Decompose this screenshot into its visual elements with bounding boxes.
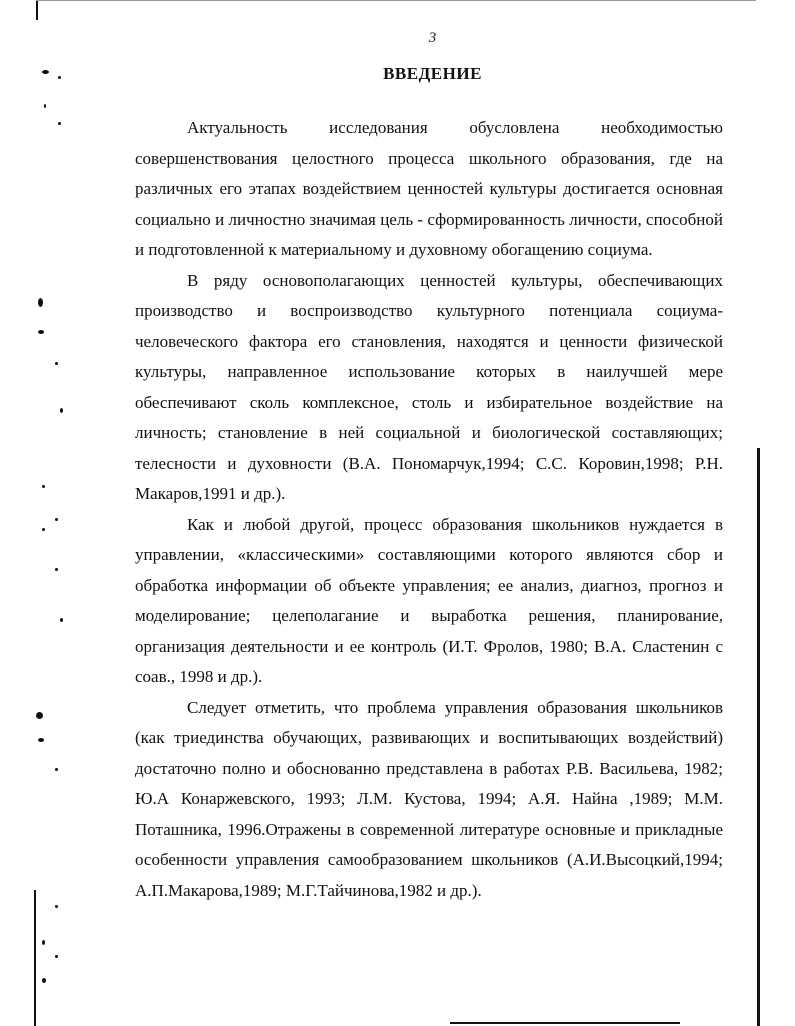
scan-speck [55,905,58,908]
paragraph-management: Как и любой другой, процесс образования школьников нуждается в управлении, «классическими» составляющими которого являются сбор и обработка информации об объекте управления; ее анализ, диагноз, прогноз и моделирование; целеполагание и выработка решения, планирование, организация деятельности и ее контроль (И.Т. Фролов, 1980; В.А. Сластенин с соав., 1998 и др.). [135,514,723,686]
scan-speck [42,485,45,488]
paragraph-literature: Следует отметить, что проблема управления образования школьников (как триединства обучающих, развивающих и воспитывающих воздействий) достаточно полно и обоснованно представлена в работах Р.В. Васильева, 1982; Ю.А Конаржевского, 1993; Л.М. Кустова, 1994; А.Я. Найна ,1989; М.М. Поташника, 1996.Отражены в современной литературе основные и прикладные особенности управления самообразованием школьников (А.И.Высоцкий,1994; А.П.Макарова,1989; М.Г.Тайчинова,1982 и др.). [135,697,723,900]
paragraph-relevance: Актуальность исследования обусловлена необходимостью совершенствования целостного процесса школьного образования, где на различных его этапах воздействием ценностей культуры достигается основная социально и личностно значимая цель - сформированность личности, способной и подготовленной к материальному и духовному обогащению социума. [135,118,723,259]
scan-left-edge-line [36,0,38,20]
section-heading: ВВЕДЕНИЕ [383,64,482,83]
scan-bottom-edge-line [450,1022,680,1024]
scan-speck [55,768,58,771]
scan-speck [38,298,43,307]
scan-top-edge-line [36,0,756,1]
scan-speck [55,518,58,521]
scan-speck [38,738,44,742]
scan-speck [36,712,43,719]
scan-speck [38,330,44,334]
scan-speck [60,408,63,413]
scan-left-edge-line [34,890,36,1026]
scan-speck [58,122,61,125]
scan-right-edge-line [757,448,760,1026]
scan-speck [44,104,46,108]
scan-speck [55,362,58,365]
scan-speck [42,528,45,531]
page-number: 3 [428,30,437,46]
body-text [135,113,723,906]
scan-speck [55,955,58,958]
scan-speck [60,618,63,622]
scan-speck [55,568,58,571]
scan-speck [42,978,46,983]
scan-speck [42,940,45,945]
paragraph-physical-culture: В ряду основополагающих ценностей культуры, обеспечивающих производство и воспроизводство культурного потенциала социума-человеческого фактора его становления, находятся и ценности физической культуры, направленное использование которых в наилучшей мере обеспечивают сколь комплексное, столь и избирательное воздействие на личность; становление в ней социальной и биологической составляющих; телесности и духовности (В.А. Пономарчук,1994; С.С. Коровин,1998; Р.Н. Макаров,1991 и др.). [135,270,723,503]
